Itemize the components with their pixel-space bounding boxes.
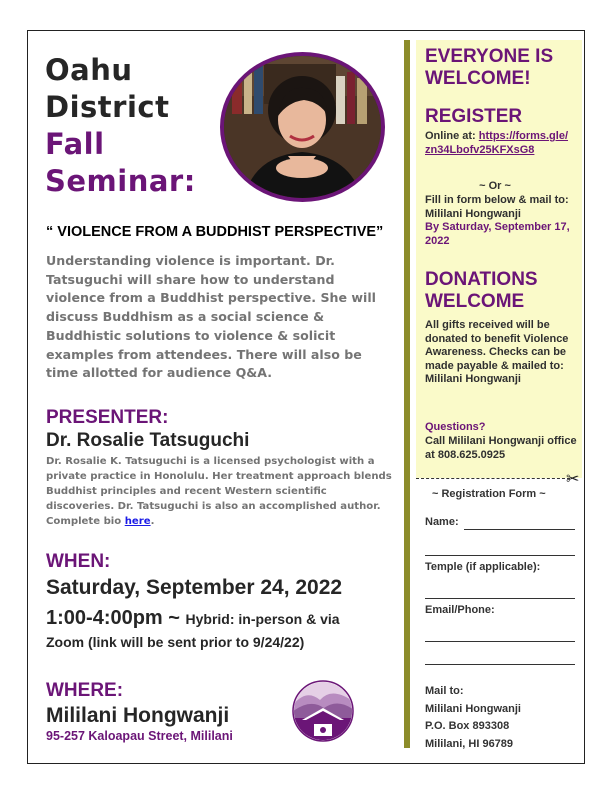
event-date: Saturday, September 24, 2022 [46,576,343,599]
presenter-photo [220,52,385,202]
register-online [425,130,581,157]
name-field[interactable] [464,529,575,530]
presenter-bio-end: . [150,515,155,527]
when-label: WHEN: [46,551,111,572]
title-line-fall: Fall [45,127,105,161]
bio-link[interactable]: here [124,515,151,527]
donations-heading: DONATIONS WELCOME [425,269,538,312]
event-format: Hybrid: in-person & via [185,611,340,627]
event-title [45,52,235,200]
title-line-district: District [45,90,170,124]
talk-title: “ VIOLENCE FROM A BUDDHIST PERSPECTIVE” [46,224,384,240]
donations-text: All gifts received will be donated to benefit Violence Awareness. Checks can be made payable & mailed to: Mililani Hongwanji [425,319,569,385]
mail-to-label: Mail to: [425,685,464,697]
title-line-seminar: Seminar: [45,164,196,198]
presenter-photo-art [224,56,381,198]
temple-label: Temple (if applicable): [425,561,541,573]
temple-logo-icon [292,680,354,742]
online-label: Online at: [425,130,479,142]
presenter-bio-text: Dr. Rosalie K. Tatsuguchi is a licensed psychologist with a private practice in Honolulu. Her treatment approach blends Buddhist principles and recent Western scientific discoveries. Dr. Tatsuguchi is also an accomplished author. Complete bio [46,456,392,527]
registration-deadline: By Saturday, September 17, 2022 [425,221,570,247]
email-phone-field[interactable] [425,641,575,642]
email-phone-label: Email/Phone: [425,604,495,616]
presenter-label: PRESENTER: [46,407,169,428]
mail-po-box: P.O. Box 893308 [425,720,510,732]
event-time-block [46,607,396,650]
register-heading: REGISTER [425,106,523,127]
temple-logo [292,680,354,742]
venue-address: 95-257 Kaloapau Street, Mililani [46,729,233,743]
venue-name: Mililani Hongwanji [46,704,230,727]
where-label: WHERE: [46,680,124,701]
presenter-bio [46,455,396,530]
email-phone-field-extra-line[interactable] [425,664,575,665]
registration-link[interactable]: https://​forms.gle/​zn34Lbofv25KFXsG8 [425,130,569,156]
registration-form-title: ~ Registration Form ~ [432,488,546,500]
welcome-heading: EVERYONE IS WELCOME! [425,46,554,89]
mailing-address [425,683,521,753]
name-field-extra-line[interactable] [425,555,575,556]
sidebar-accent-bar [404,40,410,748]
name-label: Name: [425,516,459,528]
mail-recipient: Mililani Hongwanji [425,702,521,715]
scissors-icon: ✂ [566,471,580,488]
questions-text: Call Mililani Hongwanji office at 808.625.0925 [425,435,577,461]
mail-city: Mililani, HI 96789 [425,737,514,750]
mail-instructions: Fill in form below & mail to: Mililani Hongwanji [425,194,569,220]
title-line-oahu: Oahu [45,53,133,87]
or-divider: ~ Or ~ [479,180,511,192]
event-format-note: Zoom (link will be sent prior to 9/24/22) [46,634,305,650]
intro-paragraph: Understanding violence is important. Dr. Tatsuguchi will share how to understand violence from a Buddhist perspective. She will discuss Buddhism as a social science & Buddhistic solutions to violence & solicit examples from attendees. There will also be time allotted for audience Q&A. [46,253,376,381]
cut-line [416,478,570,479]
event-time-line [46,607,396,630]
presenter-name: Dr. Rosalie Tatsuguchi [46,430,250,451]
questions-label: Questions? [425,421,486,433]
temple-field[interactable] [425,598,575,599]
event-time: 1:00-4:00pm ~ [46,607,186,629]
